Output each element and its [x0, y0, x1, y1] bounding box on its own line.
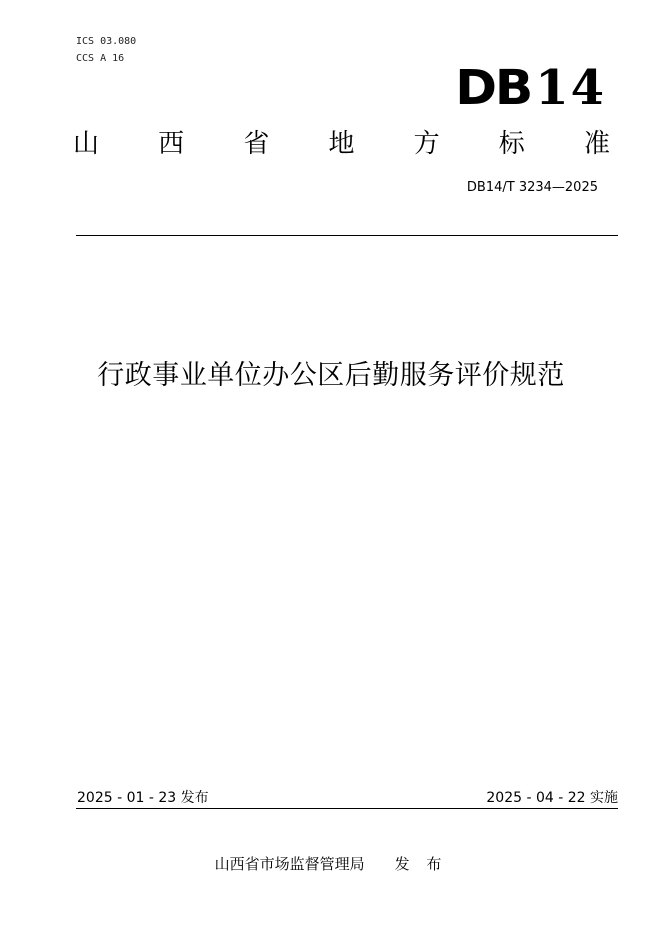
- ccs-code: CCS A 16: [76, 53, 125, 64]
- issuer-line: [0, 853, 662, 875]
- standard-type-char: 地: [328, 129, 355, 159]
- standard-mark-prefix: DB: [454, 60, 532, 116]
- standard-type-char: 西: [158, 129, 185, 159]
- classification-codes: [76, 33, 136, 67]
- top-divider: [76, 235, 618, 236]
- standard-mark-number: 14: [535, 60, 606, 116]
- issue-action: 发 布: [394, 855, 448, 873]
- issuing-authority: 山西省市场监督管理局: [214, 855, 365, 873]
- standard-mark: [454, 58, 606, 118]
- standard-number: DB14/T 3234—2025: [466, 180, 598, 195]
- dates-row: [77, 788, 618, 808]
- document-title: 行政事业单位办公区后勤服务评价规范: [97, 360, 565, 391]
- publish-date: 2025 - 01 - 23 发布: [77, 790, 209, 806]
- standard-type-char: 山: [73, 129, 100, 159]
- standard-type-char: 方: [413, 129, 440, 159]
- standard-type-heading: [73, 124, 610, 164]
- implement-date: 2025 - 04 - 22 实施: [486, 790, 618, 806]
- ics-code: ICS 03.080: [76, 36, 137, 47]
- standard-type-char: 准: [583, 129, 610, 159]
- standard-type-char: 省: [243, 129, 270, 159]
- bottom-divider: [76, 808, 618, 809]
- standard-type-char: 标: [498, 129, 525, 159]
